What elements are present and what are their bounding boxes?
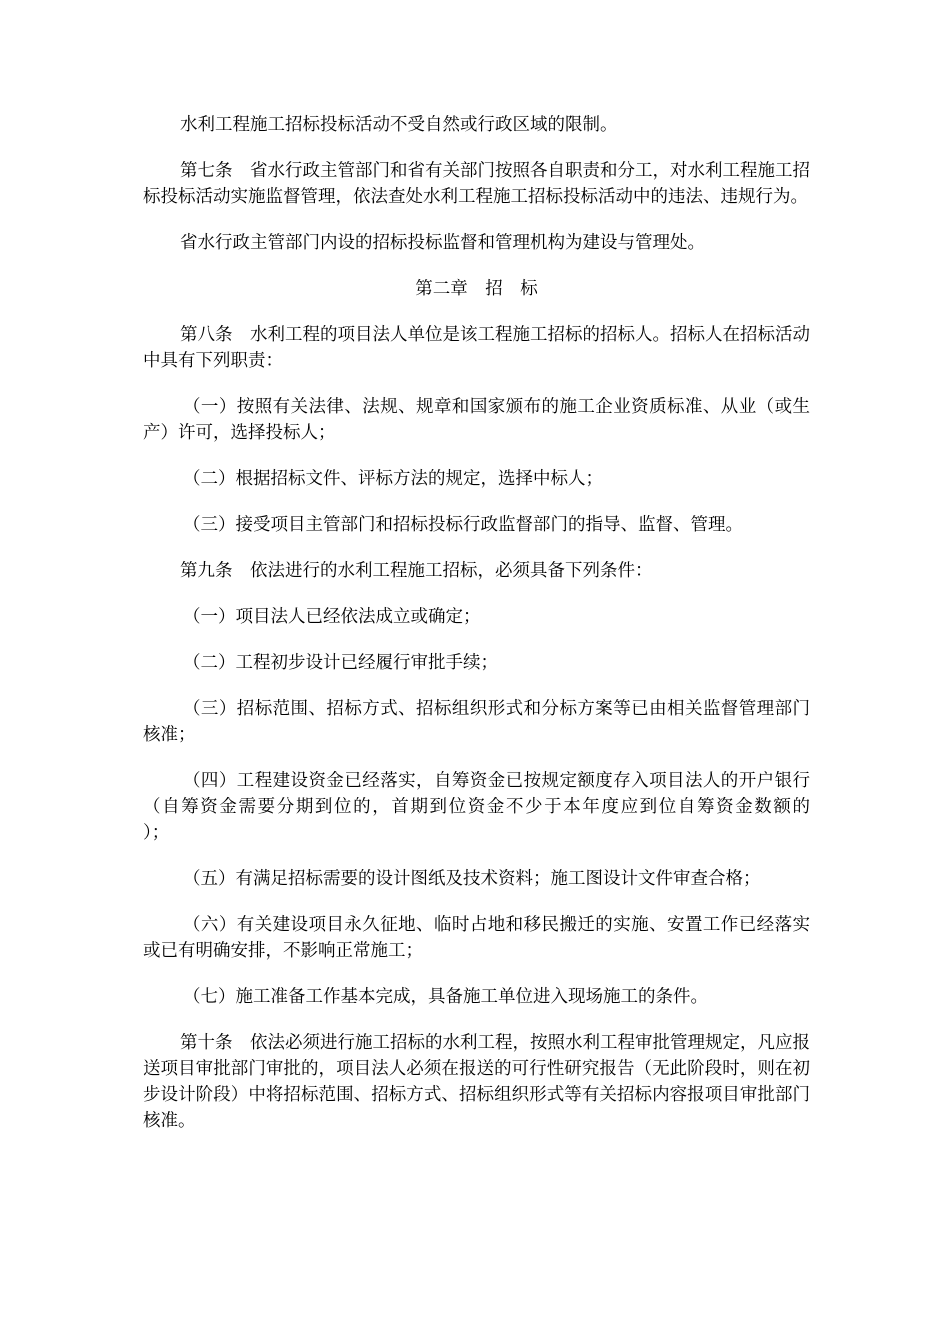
article-10-paragraph: 第十条 依法必须进行施工招标的水利工程，按照水利工程审批管理规定，凡应报送项目审批部门审批的，项目法人必须在报送的可行性研究报告（无此阶段时，则在初步设计阶段）中将招标范围、招标方式、招标组织形式等有关招标内容报项目审批部门核准。 (143, 1033, 810, 1131)
list-item: （一）项目法人已经依法成立或确定； (183, 607, 481, 627)
list-item: （二）根据招标文件、评标方法的规定，选择中标人； (183, 469, 603, 489)
article-8-paragraph: 第八条 水利工程的项目法人单位是该工程施工招标的招标人。招标人在招标活动中具有下列职责： (143, 325, 810, 371)
list-item: （一）按照有关法律、法规、规章和国家颁布的施工企业资质标准、从业（或生产）许可，选择投标人； (143, 397, 810, 443)
paragraph: 省水行政主管部门内设的招标投标监督和管理机构为建设与管理处。 (180, 233, 705, 253)
article-9-paragraph: 第九条 依法进行的水利工程施工招标，必须具备下列条件： (180, 561, 653, 581)
list-item: （四）工程建设资金已经落实，自筹资金已按规定额度存入项目法人的开户银行（自筹资金需要分期到位的，首期到位资金不少于本年度应到位自筹资金数额的 ）； (143, 771, 845, 843)
list-item: （五）有满足招标需要的设计图纸及技术资料；施工图设计文件审查合格； (183, 869, 761, 889)
chapter-heading: 第二章 招 标 (415, 279, 538, 299)
paragraph: 水利工程施工招标投标活动不受自然或行政区域的限制。 (180, 115, 618, 135)
document-page (143, 112, 845, 1154)
list-item: （三）接受项目主管部门和招标投标行政监督部门的指导、监督、管理。 (183, 515, 743, 535)
list-item: （二）工程初步设计已经履行审批手续； (183, 653, 498, 673)
article-7-paragraph: 第七条 省水行政主管部门和省有关部门按照各自职责和分工，对水利工程施工招标投标活动实施监督管理，依法查处水利工程施工招标投标活动中的违法、违规行为。 (143, 161, 810, 207)
list-item: （三）招标范围、招标方式、招标组织形式和分标方案等已由相关监督管理部门核准； (143, 699, 810, 745)
list-item: （六）有关建设项目永久征地、临时占地和移民搬迁的实施、安置工作已经落实或已有明确安排，不影响正常施工； (143, 915, 810, 961)
list-item: （七）施工准备工作基本完成，具备施工单位进入现场施工的条件。 (183, 987, 708, 1007)
